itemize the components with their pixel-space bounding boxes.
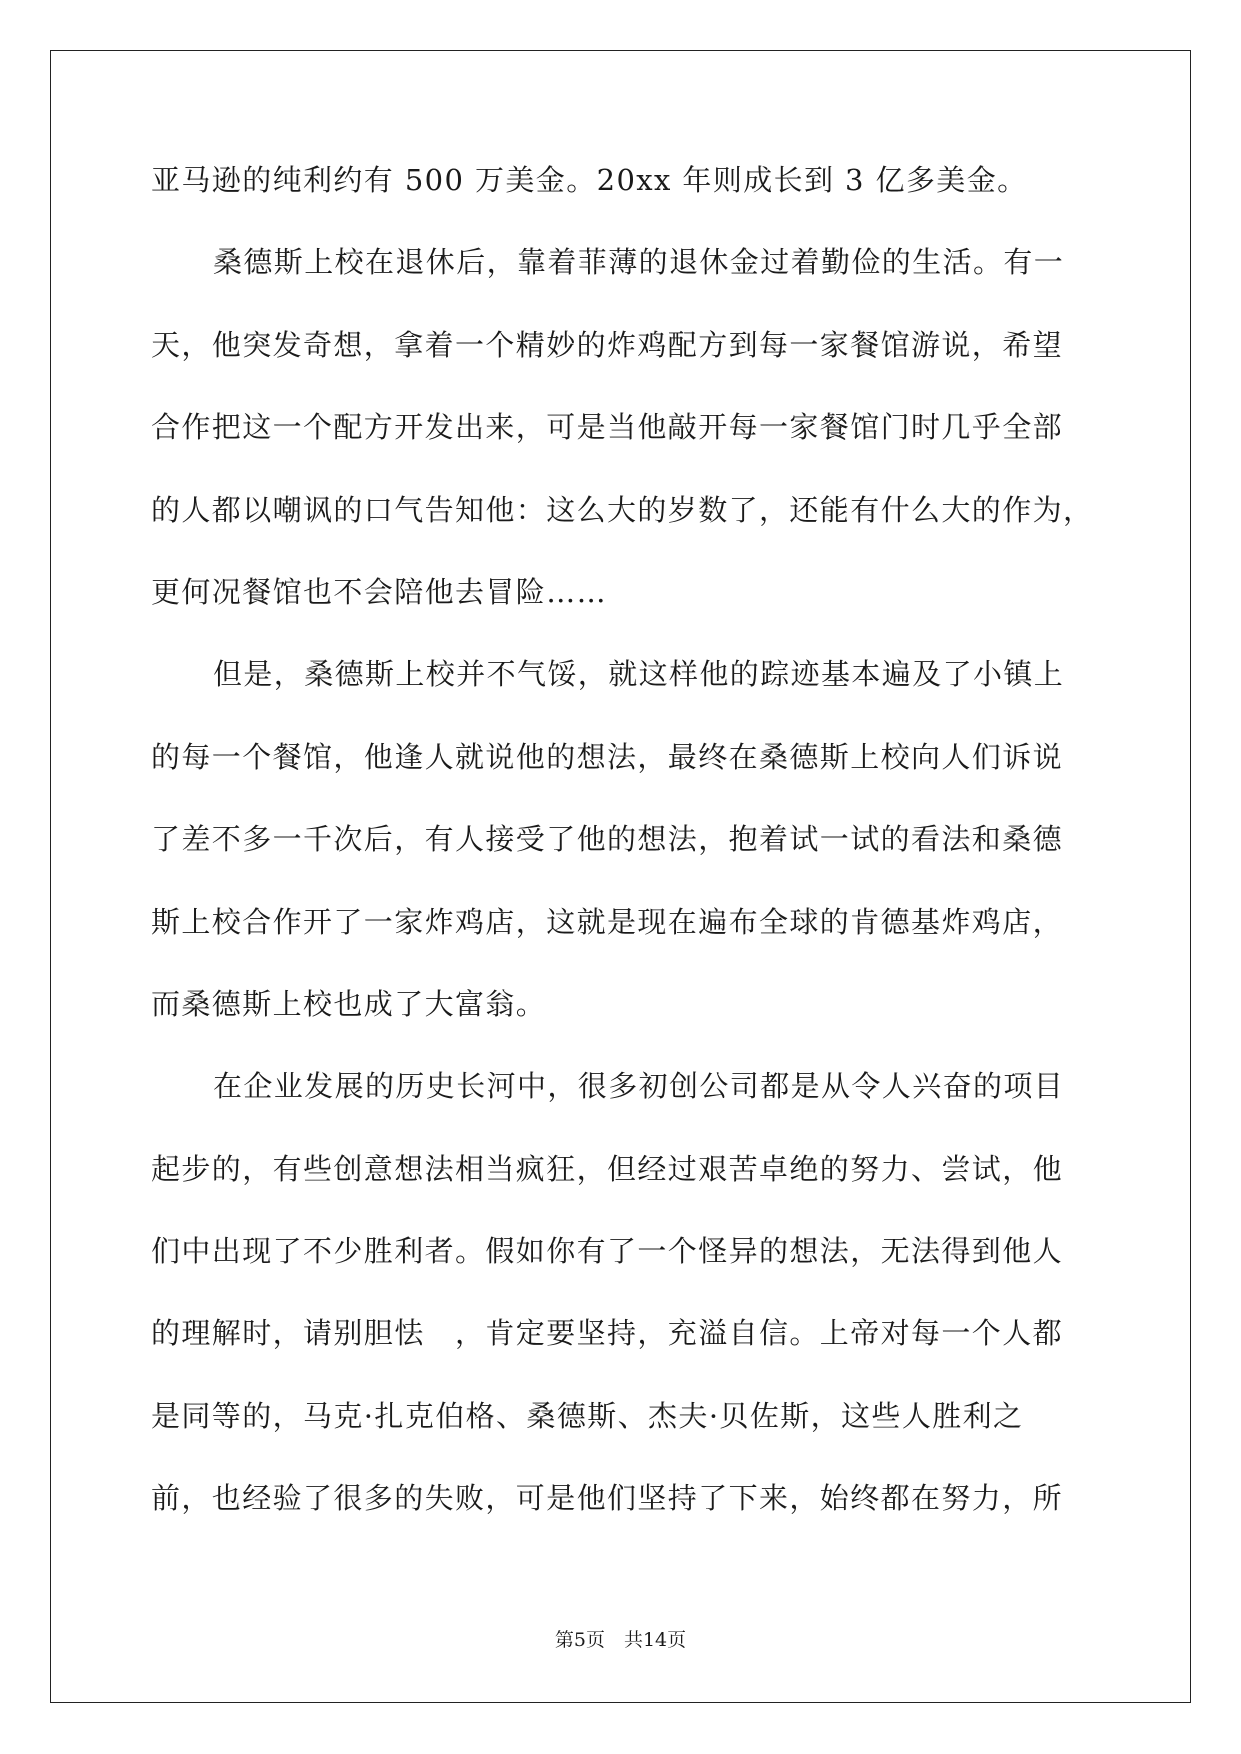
text-line: 斯上校合作开了一家炸鸡店，这就是现在遍布全球的肯德基炸鸡店，	[151, 904, 1064, 939]
text-line: 的人都以嘲讽的口气告知他：这么大的岁数了，还能有什么大的作为，	[151, 492, 1094, 527]
text-line: 天，他突发奇想，拿着一个精妙的炸鸡配方到每一家餐馆游说，希望	[151, 327, 1064, 362]
text-line: 是同等的，马克·扎克伯格、桑德斯、杰夫·贝佐斯，这些人胜利之	[151, 1398, 1024, 1433]
text-line: 合作把这一个配方开发出来，可是当他敲开每一家餐馆门时几乎全部	[151, 410, 1064, 445]
text-line: 们中出现了不少胜利者。假如你有了一个怪异的想法，无法得到他人	[151, 1234, 1064, 1269]
page-number-footer: 第5页 共14页	[554, 1629, 687, 1651]
text-line: 而桑德斯上校也成了大富翁。	[151, 986, 547, 1021]
text-line: 亚马逊的纯利约有 500 万美金。20xx 年则成长到 3 亿多美金。	[151, 163, 1028, 197]
text-line: 的理解时，请别胆怯 ，肯定要坚持，充溢自信。上帝对每一个人都	[151, 1316, 1064, 1351]
text-line: 的每一个餐馆，他逢人就说他的想法，最终在桑德斯上校向人们诉说	[151, 739, 1064, 774]
document-body	[151, 158, 1094, 1559]
text-line: 但是，桑德斯上校并不气馁，就这样他的踪迹基本遍及了小镇上	[213, 657, 1065, 692]
text-line: 桑德斯上校在退休后，靠着菲薄的退休金过着勤俭的生活。有一	[213, 245, 1065, 280]
text-line: 了差不多一千次后，有人接受了他的想法，抱着试一试的看法和桑德	[151, 822, 1064, 857]
text-line: 更何况餐馆也不会陪他去冒险……	[151, 574, 608, 609]
text-line: 起步的，有些创意想法相当疯狂，但经过艰苦卓绝的努力、尝试，他	[151, 1151, 1064, 1186]
text-line: 前，也经验了很多的失败，可是他们坚持了下来，始终都在努力，所	[151, 1481, 1064, 1516]
text-line: 在企业发展的历史长河中，很多初创公司都是从令人兴奋的项目	[213, 1069, 1065, 1104]
